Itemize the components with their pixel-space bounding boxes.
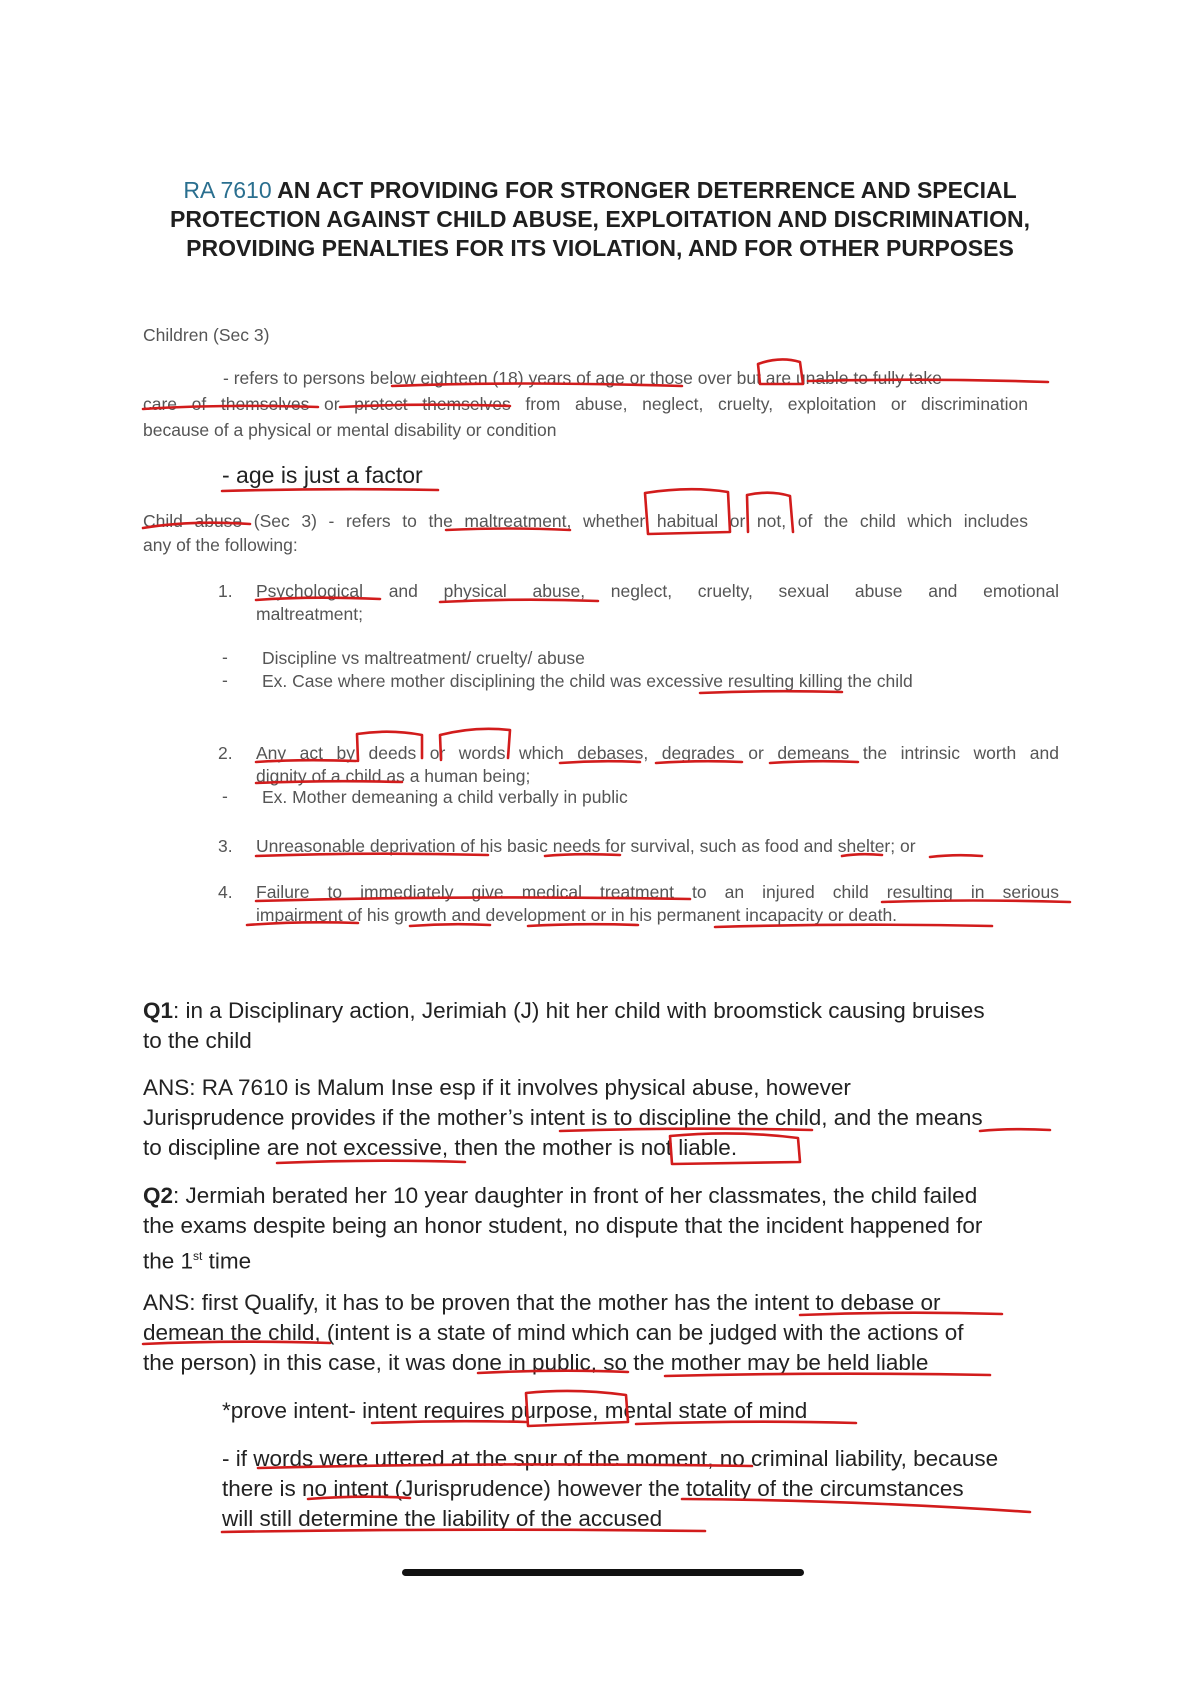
q1-answer-line-1: ANS: RA 7610 is Malum Inse esp if it involves physical abuse, however xyxy=(143,1075,851,1100)
children-note: - age is just a factor xyxy=(222,462,423,488)
item-4-line-1: Failure to immediately give medical treatment to an injured child resulting in serious xyxy=(256,882,1059,902)
item-4-number: 4. xyxy=(218,882,233,902)
q2-line-2: the exams despite being an honor student, no dispute that the incident happened for xyxy=(143,1213,983,1238)
note-dash: - xyxy=(222,647,228,667)
spur-of-moment-line-3: will still determine the liability of the accused xyxy=(222,1506,663,1531)
title-line-3: PROVIDING PENALTIES FOR ITS VIOLATION, AND FOR OTHER PURPOSES xyxy=(186,235,1014,261)
underline-shelter xyxy=(930,855,982,857)
underline-age-factor xyxy=(222,489,438,491)
item-3-number: 3. xyxy=(218,836,233,856)
item-2-line-2: dignity of a child as a human being; xyxy=(256,766,531,786)
item-1-line-2: maltreatment; xyxy=(256,604,363,624)
q1-answer-line-3: to discipline are not excessive, then the mother is not liable. xyxy=(143,1135,738,1160)
underline-means xyxy=(980,1129,1050,1131)
q1-line-1 xyxy=(143,996,985,1026)
document-title xyxy=(120,176,1080,263)
q2-text: : Jermiah berated her 10 year daughter in front of her classmates, the child failed xyxy=(173,1183,978,1208)
note-dash: - xyxy=(222,786,228,806)
item-3-line-1: Unreasonable deprivation of his basic needs for survival, such as food and shelter; or xyxy=(256,836,916,856)
ordinal-suffix: st xyxy=(193,1249,203,1263)
q2-label: Q2 xyxy=(143,1183,174,1208)
q2-line-3-end: time xyxy=(202,1248,252,1274)
child-abuse-def-line-2: any of the following: xyxy=(143,535,298,555)
prove-intent-note: *prove intent- intent requires purpose, mental state of mind xyxy=(222,1398,808,1423)
q1-text: : in a Disciplinary action, Jerimiah (J) hit her child with broomstick causing bruises xyxy=(173,998,985,1023)
child-abuse-def-line-1: Child abuse (Sec 3) - refers to the maltreatment, whether habitual or not, of the child which includes xyxy=(143,511,1028,531)
q2-line-3-start: the 1 xyxy=(143,1248,194,1274)
q2-answer-line-1: ANS: first Qualify, it has to be proven that the mother has the intent to debase or xyxy=(143,1290,941,1315)
q2-answer-line-2: demean the child, (intent is a state of mind which can be judged with the actions of xyxy=(143,1320,964,1345)
title-line-1: AN ACT PROVIDING FOR STRONGER DETERRENCE AND SPECIAL xyxy=(277,177,1017,203)
item-2-line-1: Any act by deeds or words which debases, degrades or demeans the intrinsic worth and xyxy=(256,743,1059,763)
note-discipline: Discipline vs maltreatment/ cruelty/ abuse xyxy=(262,648,585,668)
item-1-number: 1. xyxy=(218,581,233,601)
item-1-line-1: Psychological and physical abuse, neglect, cruelty, sexual abuse and emotional xyxy=(256,581,1059,601)
q2-line-1 xyxy=(143,1181,977,1211)
children-def-line-1: - refers to persons below eighteen (18) years of age or those over but are unable to fully take xyxy=(223,368,942,388)
q1-label: Q1 xyxy=(143,998,174,1023)
q1-answer-line-2: Jurisprudence provides if the mother’s intent is to discipline the child, and the means xyxy=(143,1105,983,1130)
item-2-number: 2. xyxy=(218,743,233,763)
title-ra-number: RA 7610 xyxy=(183,177,272,203)
title-line-2: PROTECTION AGAINST CHILD ABUSE, EXPLOITATION AND DISCRIMINATION, xyxy=(170,206,1030,232)
q2-line-3 xyxy=(143,1241,251,1277)
children-heading: Children (Sec 3) xyxy=(143,325,270,345)
spur-of-moment-line-2: there is no intent (Jurisprudence) however the totality of the circumstances xyxy=(222,1476,964,1501)
spur-of-moment-line-1: - if words were uttered at the spur of the moment, no criminal liability, because xyxy=(222,1446,999,1471)
note-example-demeaning: Ex. Mother demeaning a child verbally in public xyxy=(262,787,628,807)
children-def-line-3: because of a physical or mental disability or condition xyxy=(143,420,557,440)
q2-answer-line-3: the person) in this case, it was done in public, so the mother may be held liable xyxy=(143,1350,929,1375)
item-4-line-2: impairment of his growth and development or in his permanent incapacity or death. xyxy=(256,905,898,925)
q1-line-2: to the child xyxy=(143,1028,252,1053)
home-indicator-bar xyxy=(402,1569,804,1576)
note-example-excessive: Ex. Case where mother disciplining the child was excessive resulting killing the child xyxy=(262,671,913,691)
children-def-line-2: care of themselves or protect themselves from abuse, neglect, cruelty, exploitation or discrimination xyxy=(143,394,1028,414)
note-dash: - xyxy=(222,670,228,690)
